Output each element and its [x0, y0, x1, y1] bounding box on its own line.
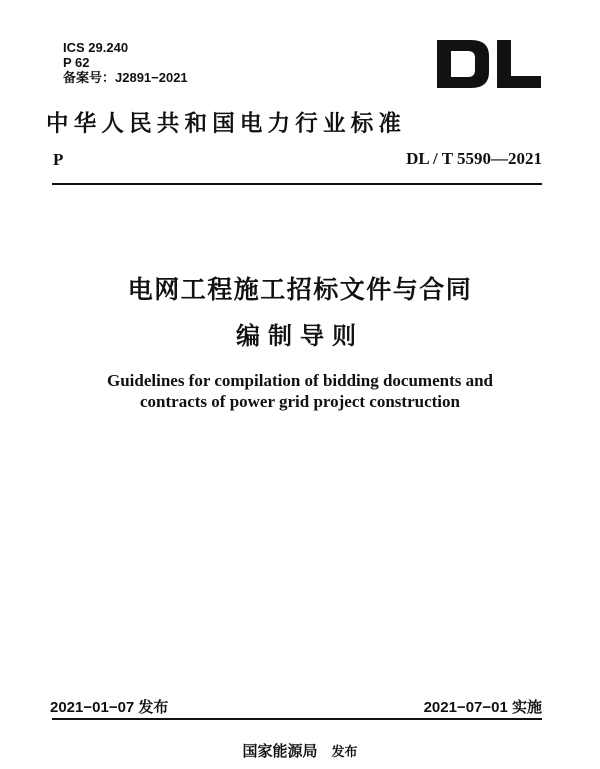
footer-divider — [52, 718, 542, 720]
ics-code: ICS 29.240 — [63, 40, 129, 55]
standard-number: DL / T 5590—2021 — [406, 149, 542, 168]
issuer-name: 国家能源局 — [242, 744, 318, 760]
title-english — [0, 370, 600, 412]
classification-codes — [63, 40, 188, 85]
header-divider — [52, 183, 542, 185]
dl-logo — [437, 40, 541, 88]
title-english-line1: Guidelines for compilation of bidding documents and — [106, 371, 494, 390]
implementation-date: 2021−07−01 实施 — [423, 699, 542, 716]
title-english-line2: contracts of power grid project construction — [140, 392, 460, 411]
issuer-line — [0, 740, 600, 761]
issue-date: 2021−01−07 发布 — [50, 699, 169, 716]
title-chinese-line1: 电网工程施工招标文件与合同 — [127, 276, 473, 304]
title-chinese-line2: 编制导则 — [236, 323, 364, 350]
issuer-action: 发布 — [331, 744, 358, 759]
standard-org-title: 中华人民共和国电力行业标准 — [46, 111, 407, 136]
filing-number: 备案号：J2891−2021 — [63, 70, 188, 85]
ccs-code: P 62 — [63, 55, 90, 70]
standard-category: P — [53, 150, 64, 169]
